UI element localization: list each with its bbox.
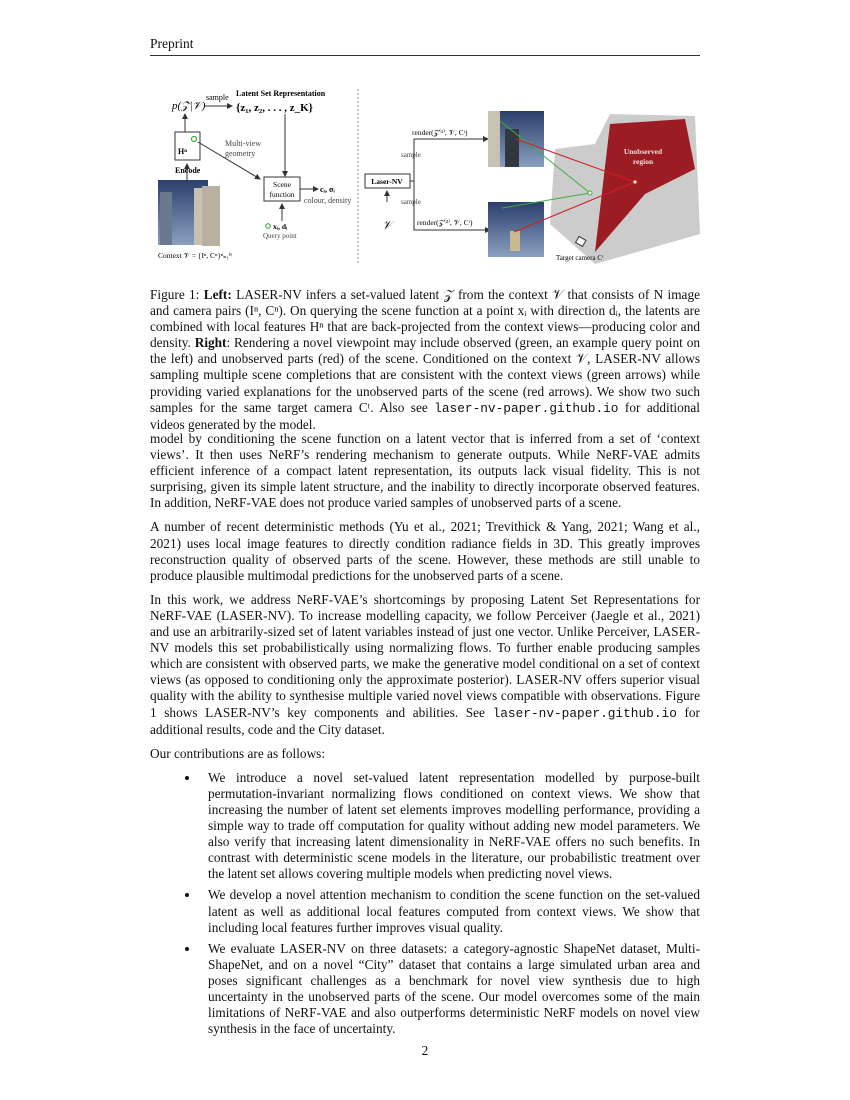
context-symbol: 𝒱 <box>382 218 392 232</box>
query-desc: Query point <box>263 232 297 240</box>
paragraph <box>150 592 700 738</box>
paragraph-text: for additional results, code and the City dataset. <box>150 704 700 737</box>
list-item: • We evaluate LASER-NV on three datasets: a category-agnostic ShapeNet dataset, Multi-ShapeNet, and on a novel “City” dataset that contains a large simulated urban area and poses significant challenges as a benchmark for novel view synthesis due to high uncertainty in the unobserved parts of the scene. Our model overcomes some of the main limitations of NeRF-VAE and also outperforms deterministic NeRF models on novel view synthesis in the face of uncertainty. <box>200 941 700 1038</box>
contributions-list <box>150 770 700 1038</box>
paragraph: Our contributions are as follows: <box>150 745 326 761</box>
building <box>202 186 220 246</box>
unobserved-label: Unobserved <box>623 147 663 156</box>
list-item: • We introduce a novel set-valued latent representation modelled by purpose-built permutation-invariant normalizing flows conditioned on context views. We show that increasing the number of latent set elements improves modelling performance, providing a simple way to trade off computation for quality without adding new model parameters. We also verify that increasing latent dimensionality in NeRF-VAE offers no such benefits. In contrast with deterministic scene models in the literature, our probabilistic treatment over the latent set allows covering multiple models when predicting novel views. <box>200 770 700 883</box>
function-label: function <box>269 190 295 199</box>
context-label: Context 𝒱 = {Iⁿ, Cⁿ}ⁿ₌₁ᴺ <box>158 251 233 260</box>
unobserved-point-icon <box>633 180 637 184</box>
caption-text: LASER-NV infers a set-valued latent 𝒵 from the context 𝒱 that consists of N image and camera pairs (Iⁿ, Cⁿ). On querying the scene function at a point xᵢ with direction dᵢ, the latents are combined with local features Hⁿ that are back-projected from the context views—producing color and density. <box>150 287 700 351</box>
target-camera-label: Target camera Cᵗ <box>556 254 604 262</box>
caption-text: for additional videos generated by the model. <box>150 399 700 432</box>
paragraph: model by conditioning the scene function on a latent vector that is inferred from a set of ‘context views’. It then uses NeRF’s rendering mechanism to generate outputs. While NeRF-VAE admits efficient inference of a compact latent representation, its outputs lack visual fidelity. This is not surprising, given its simple latent structure, and the inability to directly incorporate observed features. In addition, NeRF-VAE does not produce varied samples of unobserved parts of a scene. <box>150 431 700 511</box>
sample-label: sample <box>401 151 421 159</box>
project-link[interactable]: laser-nv-paper.github.io <box>492 705 677 721</box>
running-header: Preprint <box>150 36 194 51</box>
building <box>488 111 500 167</box>
output-desc: colour, density <box>304 196 352 205</box>
list-item: • We develop a novel attention mechanism to condition the scene function on the set-valued latent as well as additional local features computed from context views. We show that including local features further improves visual quality. <box>200 887 700 935</box>
encode-label: Encode <box>175 166 201 175</box>
region-label: region <box>632 157 654 166</box>
features-label: Hⁿ <box>178 147 188 156</box>
query-point-icon <box>266 224 271 229</box>
paragraph-text: In this work, we address NeRF-VAE’s shortcomings by proposing Latent Set Representations for NeRF-VAE (LASER-NV). To increase modelling capacity, we follow Perceiver (Jaegle et al., 2021) and use an arbitrarily-sized set of latent variables instead of just one vector. Unlike Perceiver, LASER-NV models this set probabilistically using normalizing flows. To further enable producing samples which are consistent with observed parts, we make the generative model conditional on a set of context views (as opposed to conditioning only the approximate posterior). LASER-NV offers superior visual quality with the ability to synthesise multiple varied novel views compatible with observations. Figure 1 shows LASER-NV’s key components and abilities. See <box>150 591 700 720</box>
figure-1 <box>150 84 700 269</box>
prior-label: p(𝒵|𝒱) <box>172 100 206 112</box>
latent-set: {z₁, z₂, . . . , z_K} <box>236 102 313 114</box>
observed-point-icon <box>588 191 592 195</box>
render-label-2: render(𝒵⁽²⁾, 𝒱, Cᵗ) <box>417 218 473 227</box>
caption-bold-left: Left: <box>203 287 232 302</box>
render-label-1: render(𝒵⁽¹⁾, 𝒱, Cᵗ) <box>412 128 468 137</box>
building <box>160 192 172 245</box>
page-number: 2 <box>421 1043 429 1058</box>
scene-label: Scene <box>273 180 291 189</box>
paragraph: A number of recent deterministic methods (Yu et al., 2021; Trevithick & Yang, 2021; Wang et al., 2021) uses local image features to directly condition radiance fields in 3D. This greatly improves reconstruction quality of observed parts of the scene. However, these methods are still unable to produce plausible multimodal predictions for the unobserved parts of a scene. <box>150 519 700 583</box>
building <box>510 231 520 251</box>
query-label: xᵢ, dᵢ <box>273 222 288 231</box>
figure-caption <box>150 287 700 433</box>
model-label: Laser-NV <box>371 177 403 186</box>
caption-text: : Rendering a novel viewpoint may include observed (green, an example query point on the left) and unobserved parts (red) of the scene. Conditioned on the context 𝒱, LASER-NV allows sampling multiple scene completions that are consistent with the context views (green arrows) while providing varied explanations for the unobserved parts of the scene (red arrows). We show two such samples for the same target camera Cᵗ. Also see <box>150 335 700 415</box>
arrow <box>410 139 488 181</box>
sample-label: sample <box>401 198 421 206</box>
body-text <box>150 431 700 1042</box>
output-label: cᵢ, σᵢ <box>320 185 335 194</box>
geometry-label: geometry <box>225 149 256 158</box>
caption-link[interactable]: laser-nv-paper.github.io <box>434 400 619 416</box>
caption-bold-right: Right <box>194 335 227 351</box>
caption-label: Figure 1: <box>150 287 204 302</box>
header-rule <box>150 55 700 56</box>
latent-title: Latent Set Representation <box>236 89 326 98</box>
multiview-label: Multi-view <box>225 139 261 148</box>
sample-label: sample <box>206 93 229 102</box>
